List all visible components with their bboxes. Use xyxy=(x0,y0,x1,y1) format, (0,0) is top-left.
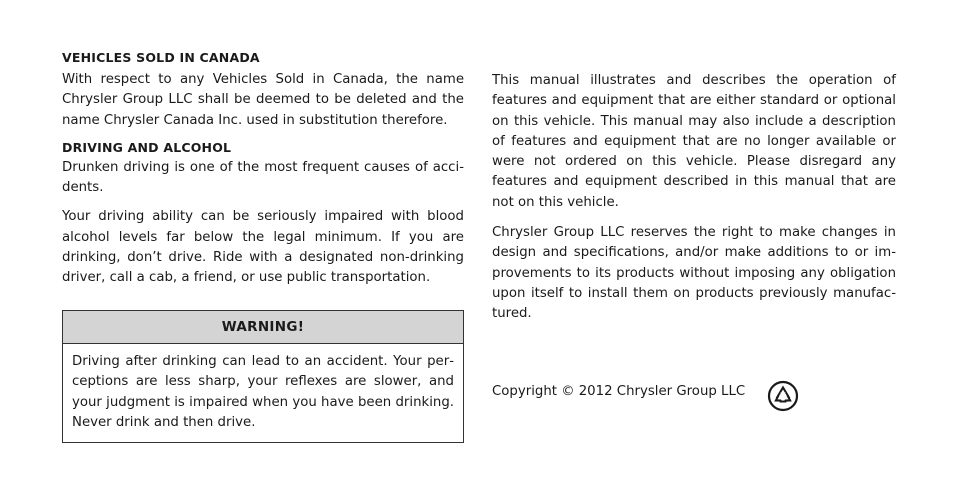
recycle-icon xyxy=(767,380,799,412)
warning-text: Driving after drinking can lead to an accident. Your perceptions are less sharp, your reflexes are slower, and your judgment is impaired when you have been drinking. Never drink and then drive. xyxy=(72,354,454,430)
driving-alcohol-heading: DRIVING AND ALCOHOL xyxy=(62,139,232,155)
right-column xyxy=(492,71,896,325)
vehicles-canada-body: With respect to any Vehicles Sold in Canada, the name Chrysler Group LLC shall be deemed to be deleted and the name Chrysler Canada Inc. used in substitution therefore. xyxy=(62,72,464,128)
driving-alcohol-paragraph-2: Your driving ability can be seriously impaired with blood alcohol levels far below the legal minimum. If you are drinking, don’t drive. Ride with a designated non-drinking driver, call a cab, a friend, or use public transportation. xyxy=(62,209,464,286)
manual-description-paragraph: This manual illustrates and describes the operation of features and equipment that are either standard or optional on this vehicle. This manual may also include a description of features and equipment that are no longer available or were not ordered on this vehicle. Please disregard any features and equipment described in this manual that are not on this vehicle. xyxy=(492,73,896,210)
reserves-right-paragraph: Chrysler Group LLC reserves the right to make changes in design and specifications, and/or make additions to or improvements to its products without imposing any obligation upon itself to install them on products previously manufactured. xyxy=(492,225,896,322)
warning-box xyxy=(62,310,464,443)
copyright-text: Copyright © 2012 Chrysler Group LLC xyxy=(492,384,746,399)
warning-body xyxy=(63,344,463,433)
warning-title: WARNING! xyxy=(63,311,463,344)
driving-alcohol-paragraph-1: Drunken driving is one of the most frequent causes of accidents. xyxy=(62,159,464,196)
vehicles-canada-heading: VEHICLES SOLD IN CANADA xyxy=(62,50,260,65)
left-column xyxy=(62,49,464,289)
